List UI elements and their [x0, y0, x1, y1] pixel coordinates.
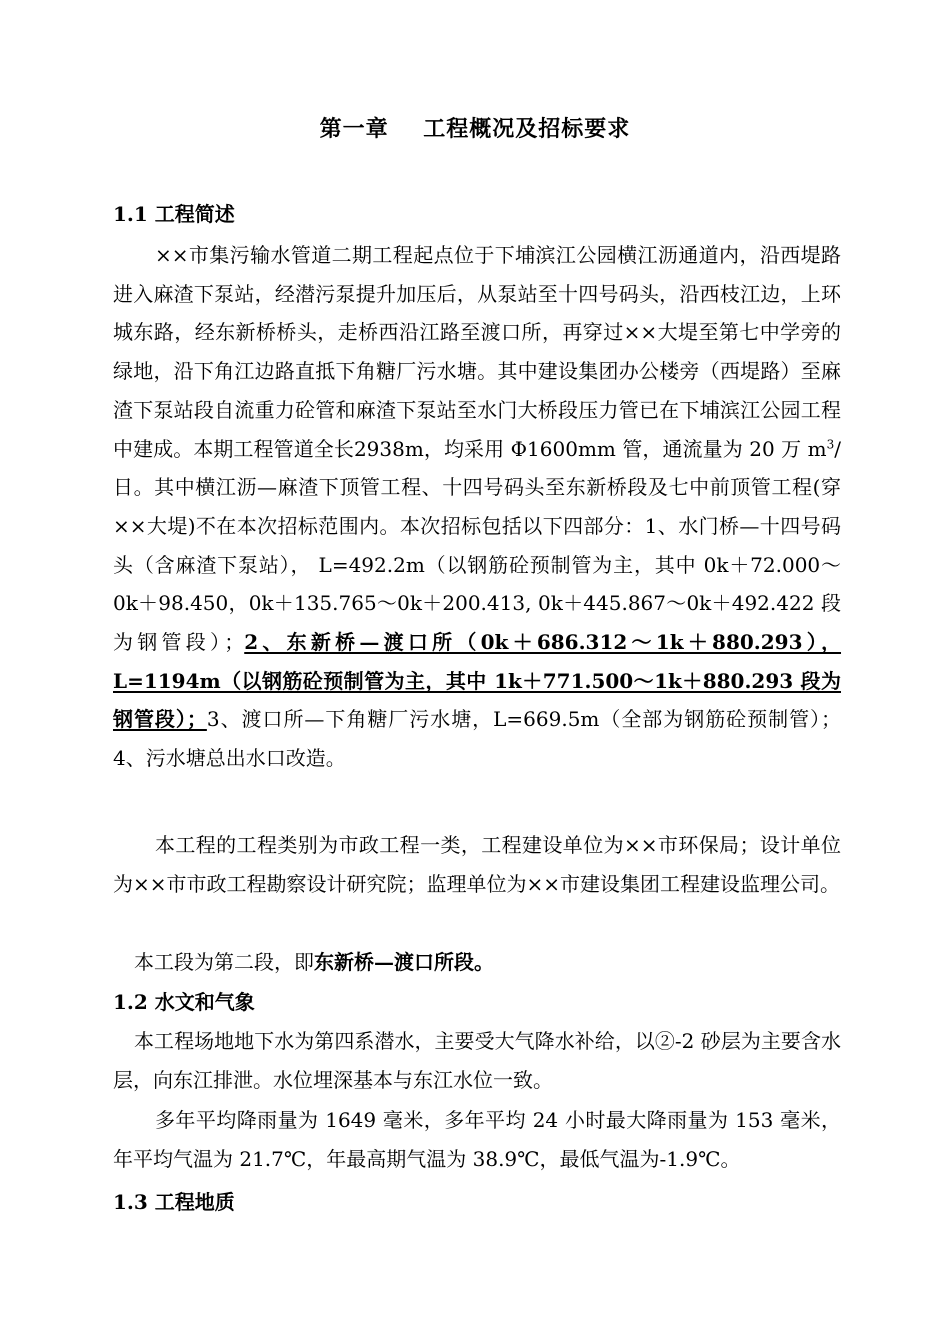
section-heading-1-1: 1.1 工程简述 — [113, 202, 235, 226]
paragraph-text: 本工段为第二段，即 — [134, 950, 314, 974]
superscript: 3 — [826, 436, 835, 451]
paragraph-section-scope — [113, 943, 841, 982]
section-heading-1-2: 1.2 水文和气象 — [113, 990, 255, 1014]
chapter-title: 第一章 工程概况及招标要求 — [319, 116, 631, 142]
paragraph-hydrology: 本工程场地地下水为第四系潜水，主要受大气降水补给，以②-2 砂层为主要含水层，向东江排泄。水位埋深基本与东江水位一致。 — [113, 1029, 841, 1092]
section-heading-1-3: 1.3 工程地质 — [113, 1190, 235, 1214]
paragraph-text: /日。其中横江沥—麻渣下顶管工程、十四号码头至东新桥段及七中前顶管工程(穿××大堤)不在本次招标范围内。本次招标包括以下四部分：1、水门桥—十四号码头（含麻渣下泵站）， L=492.2m（以钢筋砼预制管为主，其中 0k＋72.000～0k＋98.450，0k＋135.765～0k＋200.413, 0k＋445.867～0k＋492.422 段为钢管段）； — [113, 436, 841, 655]
paragraph-project-overview — [113, 236, 841, 778]
paragraph-text: 3、渡口所—下角糖厂污水塘，L=669.5m（全部为钢筋砼预制管）；4、污水塘总出水口改造。 — [113, 707, 842, 771]
section-name-bold: 东新桥—渡口所段。 — [314, 950, 494, 974]
paragraph-project-category: 本工程的工程类别为市政工程一类，工程建设单位为××市环保局；设计单位为××市市政工程勘察设计研究院；监理单位为××市建设集团工程建设监理公司。 — [113, 833, 841, 896]
paragraph-text: ××市集污输水管道二期工程起点位于下埔滨江公园横江沥通道内，沿西堤路进入麻渣下泵站，经潜污泵提升加压后，从泵站至十四号码头，沿西枝江边，上环城东路，经东新桥桥头，走桥西沿江路至渡口所，再穿过××大堤至第七中学旁的绿地，沿下角江边路直抵下角糖厂污水塘。其中建设集团办公楼旁（西堤路）至麻渣下泵站段自流重力砼管和麻渣下泵站至水门大桥段压力管已在下埔滨江公园工程中建成。本期工程管道全长2938m，均采用 Φ1600mm 管，通流量为 20 万 m — [113, 243, 841, 461]
paragraph-climate: 多年平均降雨量为 1649 毫米，多年平均 24 小时最大降雨量为 153 毫米，年平均气温为 21.7℃，年最高期气温为 38.9℃，最低气温为-1.9℃。 — [113, 1108, 841, 1171]
highlighted-scope-text: 2、东新桥—渡口所（0k＋686.312～1k＋880.293），L=1194m（以钢筋砼预制管为主，其中 1k＋771.500～1k＋880.293 段为钢管段）； — [113, 630, 842, 732]
